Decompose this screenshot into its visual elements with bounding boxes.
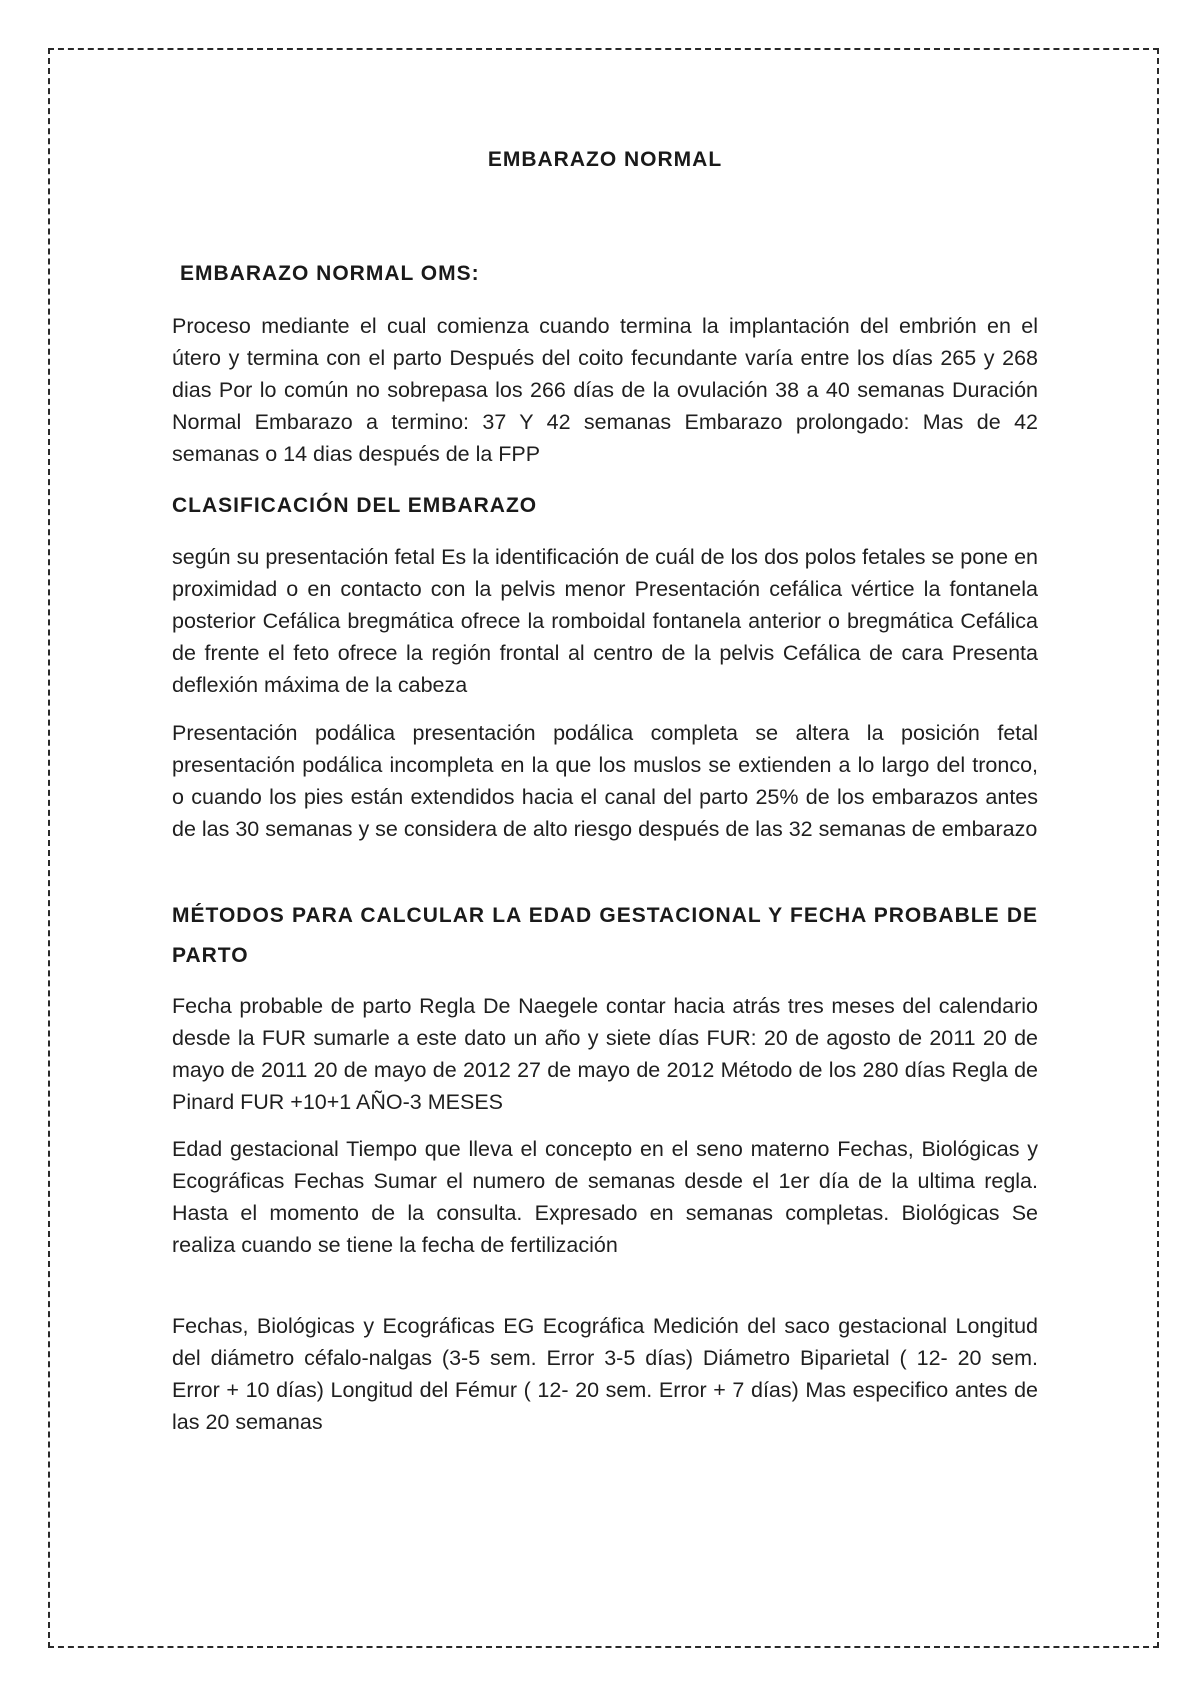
paragraph-fecha-probable-parto: Fecha probable de parto Regla De Naegele contar hacia atrás tres meses del calendario desde la FUR sumarle a este dato un año y siete días FUR: 20 de agosto de 2011 20 de mayo de 2011 20 de mayo de 2012 27 de mayo de 2012 Método de los 280 días Regla de Pinard FUR +10+1 AÑO-3 MESES (172, 994, 1038, 1114)
paragraph-oms-definition: Proceso mediante el cual comienza cuando termina la implantación del embrión en el útero y termina con el parto Después del coito fecundante varía entre los días 265 y 268 dias Por lo común no sobrepasa los 266 días de la ovulación 38 a 40 semanas Duración Normal Embarazo a termino: 37 Y 42 semanas Embarazo prolongado: Mas de 42 semanas o 14 dias después de la FPP (172, 314, 1038, 466)
section-heading-metodos: MÉTODOS PARA CALCULAR LA EDAD GESTACIONAL Y FECHA PROBABLE DE PARTO (172, 904, 1038, 967)
paragraph-presentacion-podalica: Presentación podálica presentación podálica completa se altera la posición fetal presentación podálica incompleta en la que los muslos se extienden a lo largo del tronco, o cuando los pies están extendidos hacia el canal del parto 25% de los embarazos antes de las 30 semanas y se considera de alto riesgo después de las 32 semanas de embarazo (172, 721, 1038, 841)
section-heading-clasificacion: CLASIFICACIÓN DEL EMBARAZO (172, 494, 538, 517)
paragraph-eg-ecografica: Fechas, Biológicas y Ecográficas EG Ecográfica Medición del saco gestacional Longitud del diámetro céfalo-nalgas (3-5 sem. Error 3-5 días) Diámetro Biparietal ( 12- 20 sem. Error + 10 días) Longitud del Fémur ( 12- 20 sem. Error + 7 días) Mas especifico antes de las 20 semanas (172, 1314, 1038, 1434)
paragraph-presentacion-cefalica: según su presentación fetal Es la identificación de cuál de los dos polos fetales se pone en proximidad o en contacto con la pelvis menor Presentación cefálica vértice la fontanela posterior Cefálica bregmática ofrece la romboidal fontanela anterior o bregmática Cefálica de frente el feto ofrece la región frontal al centro de la pelvis Cefálica de cara Presenta deflexión máxima de la cabeza (172, 545, 1038, 697)
document-title: EMBARAZO NORMAL (487, 148, 723, 171)
section-heading-oms: EMBARAZO NORMAL OMS: (180, 262, 480, 285)
paragraph-edad-gestacional: Edad gestacional Tiempo que lleva el concepto en el seno materno Fechas, Biológicas y Ecográficas Fechas Sumar el numero de semanas desde el 1er día de la ultima regla. Hasta el momento de la consulta. Expresado en semanas completas. Biológicas Se realiza cuando se tiene la fecha de fertilización (172, 1137, 1038, 1257)
